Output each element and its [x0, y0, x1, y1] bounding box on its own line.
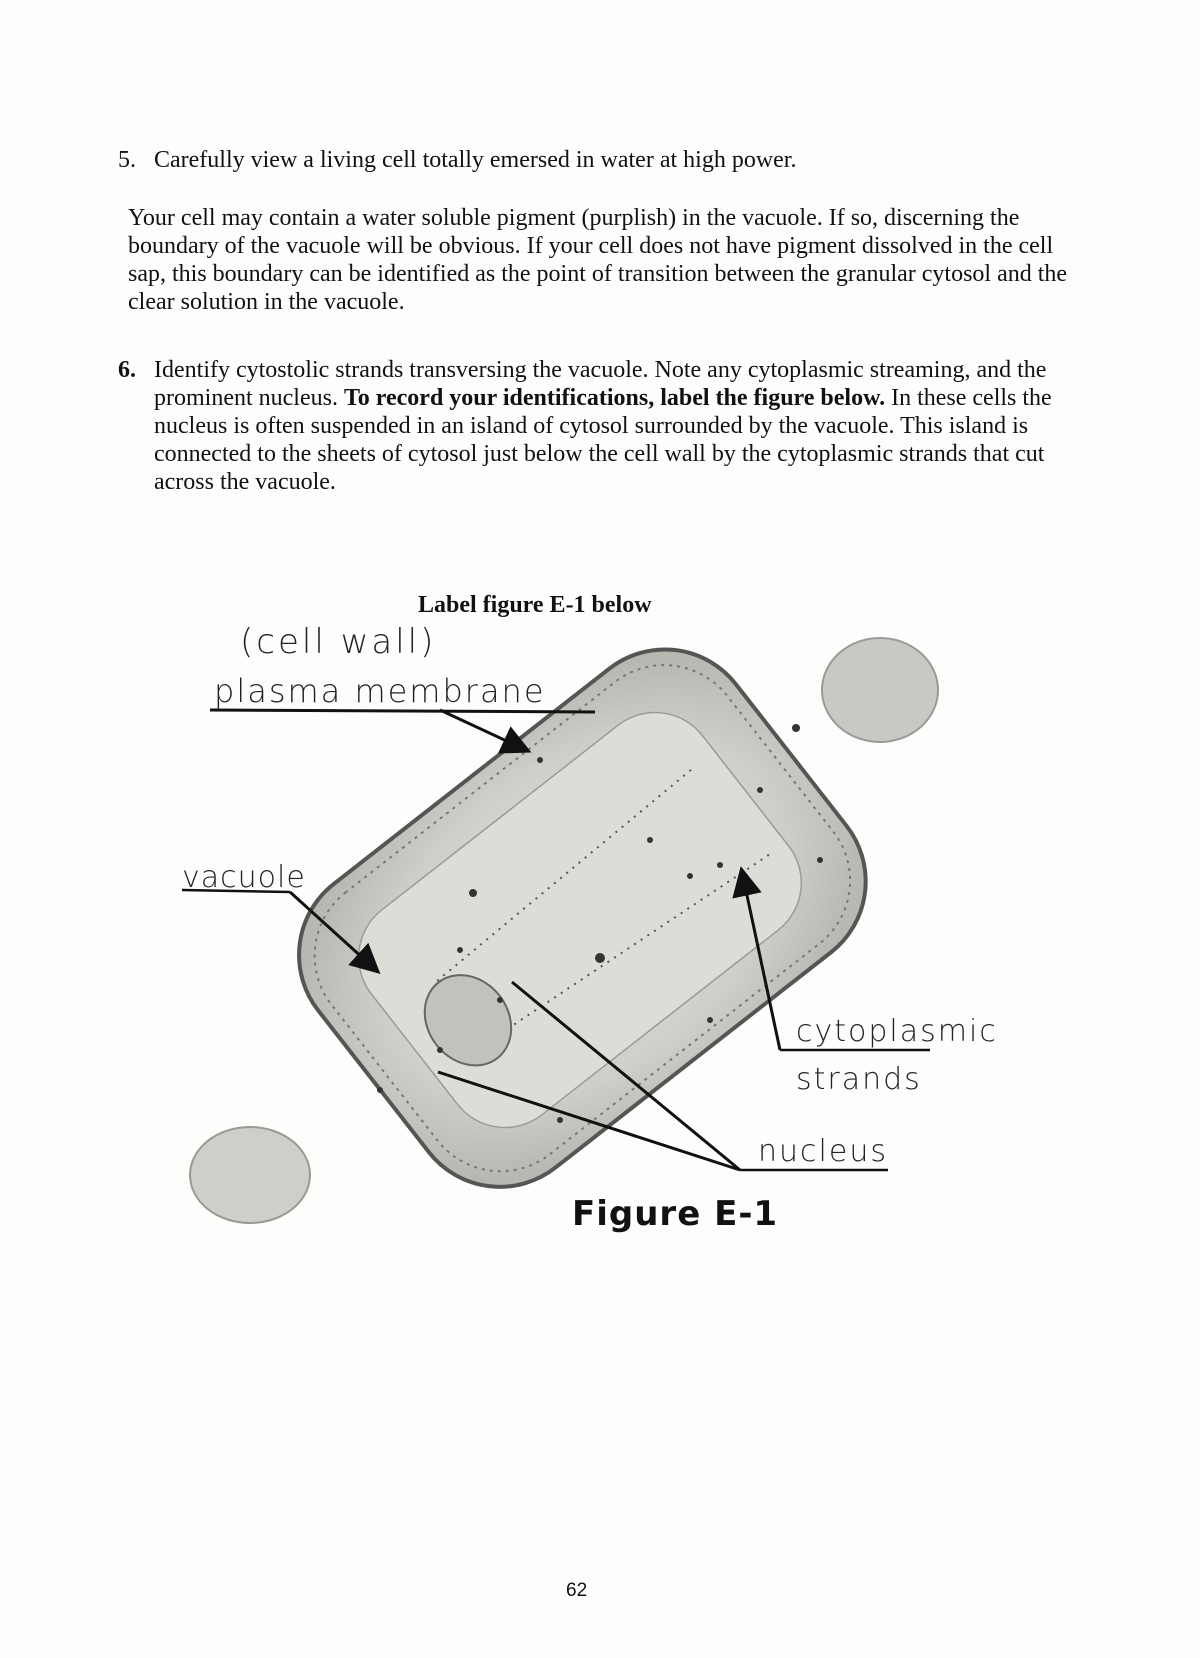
label-plasma-membrane: plasma membrane	[214, 672, 546, 710]
label-nucleus: nucleus	[758, 1134, 888, 1169]
label-strands: strands	[796, 1062, 922, 1097]
label-cell-wall: (cell wall)	[240, 622, 437, 662]
cell-end-clump-bottom	[190, 1127, 310, 1223]
plasma-membrane-underline	[210, 710, 595, 712]
label-vacuole: vacuole	[182, 860, 306, 895]
page-number: 62	[566, 1580, 588, 1601]
question-5-number: 5.	[118, 147, 136, 173]
plasma-membrane-arrow	[440, 710, 526, 750]
question-6-text-b: In these cells the nucleus is often suspended in an island of cytosol surrounded by the vacuole. This island is connected to the sheets of cytosol just below the cell wall by the cytoplasmic strands that cut across the vacuole.	[154, 385, 1052, 495]
question-6-instruction: To record your identifications, label the figure below.	[343, 385, 886, 411]
question-5-paragraph: Your cell may contain a water soluble pigment (purplish) in the vacuole. If so, discerning the boundary of the vacuole will be obvious. If your cell does not have pigment dissolved in the cell sap, this boundary can be identified as the point of transition between the granular cytosol and the clear solution in the vacuole.	[128, 205, 1068, 315]
question-5-text: Carefully view a living cell totally emersed in water at high power.	[154, 147, 797, 173]
cell-end-clump-top	[822, 638, 938, 742]
question-6-number: 6.	[118, 357, 136, 383]
question-6-text-a: Identify cytostolic strands transversing the vacuole. Note any cytoplasmic streaming, and the prominent nucleus.	[154, 357, 1047, 411]
label-cytoplasmic: cytoplasmic	[796, 1014, 998, 1049]
figure-instruction: Label figure E-1 below	[418, 592, 652, 618]
figure-title: Figure E-1	[572, 1194, 779, 1234]
